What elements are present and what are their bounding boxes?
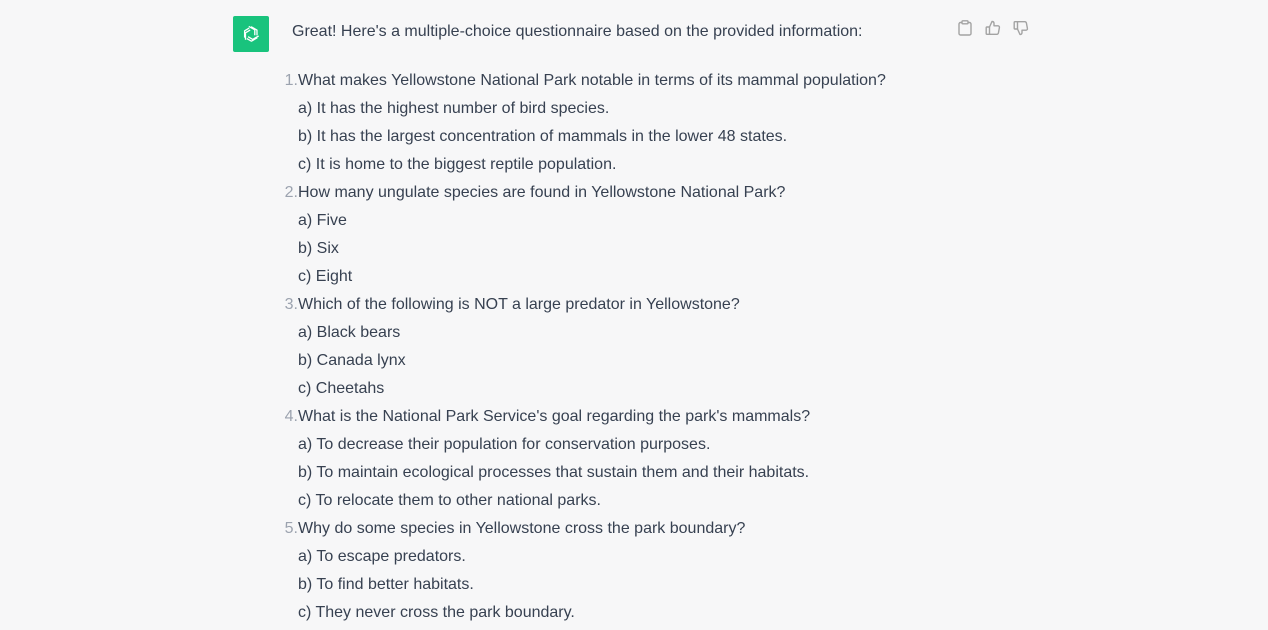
- question-item: [274, 291, 886, 403]
- question-text: How many ungulate species are found in Yellowstone National Park?: [298, 184, 786, 201]
- copy-button[interactable]: [956, 18, 974, 38]
- question-item: [274, 67, 886, 179]
- answer-option: c) To relocate them to other national parks.: [298, 492, 601, 509]
- question-number: 5.: [284, 520, 298, 537]
- openai-logo-icon: [239, 22, 263, 46]
- question-list: [274, 67, 886, 627]
- question-number: 4.: [284, 408, 298, 425]
- answer-option: b) To maintain ecological processes that sustain them and their habitats.: [298, 464, 810, 481]
- question-text: Which of the following is NOT a large predator in Yellowstone?: [298, 296, 740, 313]
- answer-option: c) They never cross the park boundary.: [298, 604, 575, 621]
- answer-option: a) Five: [298, 212, 347, 229]
- answer-option: c) Eight: [298, 268, 353, 285]
- message-actions: [956, 18, 1030, 38]
- answer-option: c) Cheetahs: [298, 380, 385, 397]
- clipboard-icon: [958, 20, 972, 36]
- question-text: What is the National Park Service's goal regarding the park's mammals?: [298, 408, 811, 425]
- answer-option: a) It has the highest number of bird species.: [298, 100, 610, 117]
- answer-option: b) Canada lynx: [298, 352, 406, 369]
- question-item: [274, 179, 886, 291]
- thumbs-up-button[interactable]: [984, 18, 1002, 38]
- question-number: 3.: [284, 296, 298, 313]
- thumbs-down-icon: [1013, 20, 1029, 36]
- thumbs-up-icon: [985, 20, 1001, 36]
- answer-option: b) To find better habitats.: [298, 576, 474, 593]
- answer-option: a) To escape predators.: [298, 548, 466, 565]
- question-item: [274, 515, 886, 627]
- answer-option: b) Six: [298, 240, 339, 257]
- answer-option: a) To decrease their population for conservation purposes.: [298, 436, 711, 453]
- question-number: 2.: [284, 184, 298, 201]
- question-item: [274, 403, 886, 515]
- question-text: Why do some species in Yellowstone cross the park boundary?: [298, 520, 746, 537]
- answer-option: a) Black bears: [298, 324, 401, 341]
- question-text: What makes Yellowstone National Park notable in terms of its mammal population?: [298, 72, 886, 89]
- answer-option: b) It has the largest concentration of mammals in the lower 48 states.: [298, 128, 788, 145]
- assistant-avatar: [233, 16, 269, 52]
- question-number: 1.: [284, 72, 298, 89]
- message-intro: Great! Here's a multiple-choice questionnaire based on the provided information:: [292, 23, 863, 40]
- answer-option: c) It is home to the biggest reptile population.: [298, 156, 617, 173]
- thumbs-down-button[interactable]: [1012, 18, 1030, 38]
